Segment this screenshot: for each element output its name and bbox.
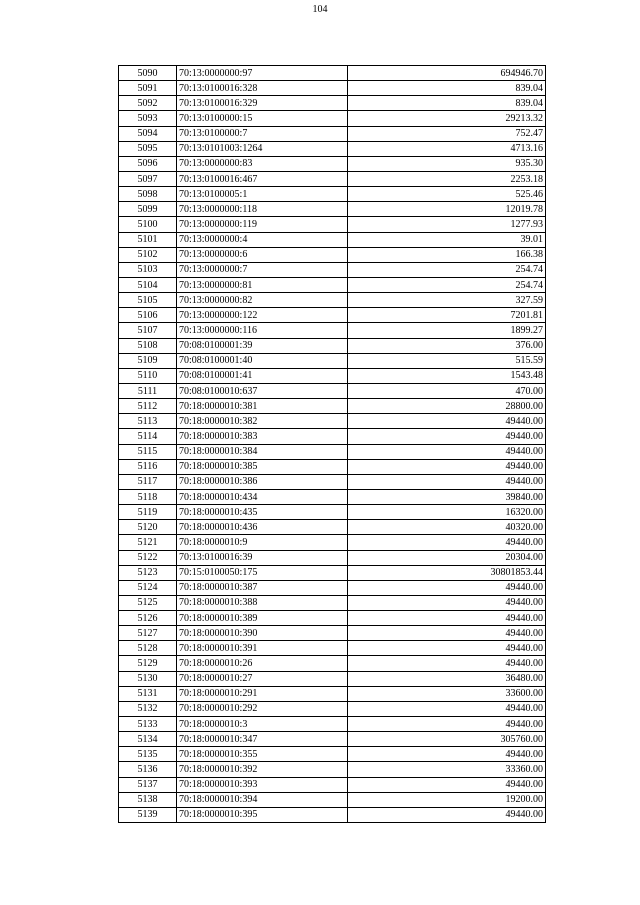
value-cell: 839.04 (348, 81, 546, 96)
row-number-cell: 5139 (119, 807, 177, 822)
value-cell: 49440.00 (348, 626, 546, 641)
table-row (119, 656, 546, 671)
row-number-cell: 5121 (119, 535, 177, 550)
value-cell: 7201.81 (348, 308, 546, 323)
table-row (119, 232, 546, 247)
value-cell: 752.47 (348, 126, 546, 141)
row-number-cell: 5131 (119, 686, 177, 701)
table-row (119, 81, 546, 96)
table-row (119, 202, 546, 217)
value-cell: 49440.00 (348, 777, 546, 792)
table-row (119, 611, 546, 626)
value-cell: 49440.00 (348, 641, 546, 656)
cadastral-number-cell: 70:13:0000000:122 (177, 308, 348, 323)
table-row (119, 353, 546, 368)
cadastral-number-cell: 70:18:0000010:385 (177, 459, 348, 474)
cadastral-number-cell: 70:18:0000010:291 (177, 686, 348, 701)
table-row (119, 414, 546, 429)
value-cell: 16320.00 (348, 505, 546, 520)
value-cell: 376.00 (348, 338, 546, 353)
cadastral-number-cell: 70:18:0000010:393 (177, 777, 348, 792)
row-number-cell: 5134 (119, 732, 177, 747)
cadastral-number-cell: 70:18:0000010:381 (177, 399, 348, 414)
table-row (119, 368, 546, 383)
cadastral-number-cell: 70:18:0000010:383 (177, 429, 348, 444)
row-number-cell: 5102 (119, 247, 177, 262)
value-cell: 166.38 (348, 247, 546, 262)
value-cell: 49440.00 (348, 580, 546, 595)
cadastral-number-cell: 70:13:0101003:1264 (177, 141, 348, 156)
row-number-cell: 5103 (119, 262, 177, 277)
cadastral-number-cell: 70:13:0100005:1 (177, 187, 348, 202)
cadastral-number-cell: 70:18:0000010:26 (177, 656, 348, 671)
table-row (119, 141, 546, 156)
row-number-cell: 5109 (119, 353, 177, 368)
table-row (119, 792, 546, 807)
row-number-cell: 5118 (119, 489, 177, 504)
value-cell: 30801853.44 (348, 565, 546, 580)
cadastral-number-cell: 70:13:0100000:15 (177, 111, 348, 126)
cadastral-number-cell: 70:13:0100016:39 (177, 550, 348, 565)
cadastral-number-cell: 70:13:0100016:329 (177, 96, 348, 111)
cadastral-number-cell: 70:08:0100001:41 (177, 368, 348, 383)
row-number-cell: 5126 (119, 611, 177, 626)
value-cell: 694946.70 (348, 66, 546, 81)
table-row (119, 383, 546, 398)
table-row (119, 807, 546, 822)
row-number-cell: 5127 (119, 626, 177, 641)
row-number-cell: 5099 (119, 202, 177, 217)
value-cell: 39840.00 (348, 489, 546, 504)
table-row (119, 293, 546, 308)
value-cell: 28800.00 (348, 399, 546, 414)
row-number-cell: 5108 (119, 338, 177, 353)
cadastral-number-cell: 70:13:0000000:118 (177, 202, 348, 217)
table-row (119, 323, 546, 338)
row-number-cell: 5097 (119, 171, 177, 186)
row-number-cell: 5128 (119, 641, 177, 656)
row-number-cell: 5119 (119, 505, 177, 520)
table-row (119, 66, 546, 81)
cadastral-number-cell: 70:18:0000010:9 (177, 535, 348, 550)
table-body (119, 66, 546, 823)
cadastral-number-cell: 70:18:0000010:434 (177, 489, 348, 504)
cadastral-number-cell: 70:13:0000000:97 (177, 66, 348, 81)
table-row (119, 96, 546, 111)
cadastral-number-cell: 70:13:0100016:328 (177, 81, 348, 96)
value-cell: 49440.00 (348, 595, 546, 610)
table-row (119, 595, 546, 610)
table-row (119, 747, 546, 762)
value-cell: 49440.00 (348, 535, 546, 550)
table-row (119, 671, 546, 686)
row-number-cell: 5111 (119, 383, 177, 398)
table-row (119, 489, 546, 504)
row-number-cell: 5090 (119, 66, 177, 81)
row-number-cell: 5100 (119, 217, 177, 232)
row-number-cell: 5138 (119, 792, 177, 807)
cadastral-number-cell: 70:15:0100050:175 (177, 565, 348, 580)
row-number-cell: 5133 (119, 717, 177, 732)
cadastral-number-cell: 70:18:0000010:395 (177, 807, 348, 822)
cadastral-number-cell: 70:13:0000000:83 (177, 156, 348, 171)
table-row (119, 717, 546, 732)
cadastral-number-cell: 70:18:0000010:387 (177, 580, 348, 595)
table-row (119, 580, 546, 595)
cadastral-number-cell: 70:18:0000010:394 (177, 792, 348, 807)
value-cell: 36480.00 (348, 671, 546, 686)
table-row (119, 701, 546, 716)
value-cell: 935.30 (348, 156, 546, 171)
row-number-cell: 5092 (119, 96, 177, 111)
table-row (119, 156, 546, 171)
value-cell: 49440.00 (348, 414, 546, 429)
row-number-cell: 5107 (119, 323, 177, 338)
table-row (119, 429, 546, 444)
cadastral-number-cell: 70:18:0000010:355 (177, 747, 348, 762)
value-cell: 19200.00 (348, 792, 546, 807)
row-number-cell: 5117 (119, 474, 177, 489)
value-cell: 33360.00 (348, 762, 546, 777)
cadastral-number-cell: 70:13:0100016:467 (177, 171, 348, 186)
value-cell: 839.04 (348, 96, 546, 111)
value-cell: 4713.16 (348, 141, 546, 156)
row-number-cell: 5137 (119, 777, 177, 792)
value-cell: 254.74 (348, 262, 546, 277)
value-cell: 49440.00 (348, 807, 546, 822)
table-row (119, 626, 546, 641)
page-number: 104 (312, 4, 328, 15)
table-row (119, 399, 546, 414)
row-number-cell: 5104 (119, 277, 177, 292)
table-row (119, 308, 546, 323)
row-number-cell: 5125 (119, 595, 177, 610)
cadastral-number-cell: 70:18:0000010:389 (177, 611, 348, 626)
cadastral-number-cell: 70:13:0000000:6 (177, 247, 348, 262)
cadastral-number-cell: 70:13:0000000:7 (177, 262, 348, 277)
row-number-cell: 5123 (119, 565, 177, 580)
cadastral-number-cell: 70:18:0000010:27 (177, 671, 348, 686)
value-cell: 49440.00 (348, 611, 546, 626)
row-number-cell: 5115 (119, 444, 177, 459)
row-number-cell: 5135 (119, 747, 177, 762)
row-number-cell: 5132 (119, 701, 177, 716)
cadastral-number-cell: 70:18:0000010:3 (177, 717, 348, 732)
table-row (119, 187, 546, 202)
table-row (119, 505, 546, 520)
cadastral-number-cell: 70:18:0000010:435 (177, 505, 348, 520)
value-cell: 1543.48 (348, 368, 546, 383)
row-number-cell: 5098 (119, 187, 177, 202)
table-row (119, 565, 546, 580)
row-number-cell: 5136 (119, 762, 177, 777)
table-row (119, 520, 546, 535)
value-cell: 49440.00 (348, 747, 546, 762)
table-row (119, 732, 546, 747)
value-cell: 49440.00 (348, 429, 546, 444)
row-number-cell: 5096 (119, 156, 177, 171)
value-cell: 49440.00 (348, 717, 546, 732)
cadastral-number-cell: 70:18:0000010:292 (177, 701, 348, 716)
table-row (119, 277, 546, 292)
table-row (119, 762, 546, 777)
value-cell: 470.00 (348, 383, 546, 398)
value-cell: 12019.78 (348, 202, 546, 217)
value-cell: 1899.27 (348, 323, 546, 338)
value-cell: 525.46 (348, 187, 546, 202)
cadastral-number-cell: 70:13:0000000:116 (177, 323, 348, 338)
table-row (119, 550, 546, 565)
cadastral-number-cell: 70:08:0100010:637 (177, 383, 348, 398)
value-cell: 305760.00 (348, 732, 546, 747)
value-cell: 49440.00 (348, 701, 546, 716)
table-row (119, 338, 546, 353)
cadastral-number-cell: 70:13:0100000:7 (177, 126, 348, 141)
table-row (119, 444, 546, 459)
cadastral-number-cell: 70:18:0000010:390 (177, 626, 348, 641)
row-number-cell: 5105 (119, 293, 177, 308)
cadastral-value-table (118, 65, 546, 823)
row-number-cell: 5091 (119, 81, 177, 96)
table-row (119, 777, 546, 792)
value-cell: 1277.93 (348, 217, 546, 232)
row-number-cell: 5110 (119, 368, 177, 383)
cadastral-number-cell: 70:18:0000010:436 (177, 520, 348, 535)
row-number-cell: 5114 (119, 429, 177, 444)
table-row (119, 535, 546, 550)
row-number-cell: 5094 (119, 126, 177, 141)
table-row (119, 474, 546, 489)
cadastral-number-cell: 70:18:0000010:384 (177, 444, 348, 459)
table-row (119, 459, 546, 474)
value-cell: 254.74 (348, 277, 546, 292)
value-cell: 49440.00 (348, 656, 546, 671)
table-row (119, 641, 546, 656)
table-row (119, 217, 546, 232)
row-number-cell: 5124 (119, 580, 177, 595)
value-cell: 49440.00 (348, 444, 546, 459)
cadastral-number-cell: 70:18:0000010:347 (177, 732, 348, 747)
row-number-cell: 5093 (119, 111, 177, 126)
row-number-cell: 5095 (119, 141, 177, 156)
row-number-cell: 5101 (119, 232, 177, 247)
cadastral-number-cell: 70:08:0100001:40 (177, 353, 348, 368)
table-row (119, 171, 546, 186)
cadastral-number-cell: 70:13:0000000:4 (177, 232, 348, 247)
value-cell: 20304.00 (348, 550, 546, 565)
cadastral-number-cell: 70:13:0000000:119 (177, 217, 348, 232)
row-number-cell: 5122 (119, 550, 177, 565)
table-row (119, 686, 546, 701)
value-cell: 39.01 (348, 232, 546, 247)
cadastral-number-cell: 70:18:0000010:391 (177, 641, 348, 656)
value-cell: 49440.00 (348, 474, 546, 489)
table-row (119, 126, 546, 141)
table-row (119, 247, 546, 262)
cadastral-number-cell: 70:18:0000010:392 (177, 762, 348, 777)
cadastral-number-cell: 70:13:0000000:82 (177, 293, 348, 308)
cadastral-number-cell: 70:08:0100001:39 (177, 338, 348, 353)
value-cell: 33600.00 (348, 686, 546, 701)
value-cell: 327.59 (348, 293, 546, 308)
value-cell: 40320.00 (348, 520, 546, 535)
cadastral-number-cell: 70:18:0000010:386 (177, 474, 348, 489)
row-number-cell: 5129 (119, 656, 177, 671)
row-number-cell: 5113 (119, 414, 177, 429)
row-number-cell: 5120 (119, 520, 177, 535)
value-cell: 49440.00 (348, 459, 546, 474)
value-cell: 2253.18 (348, 171, 546, 186)
table-row (119, 111, 546, 126)
row-number-cell: 5106 (119, 308, 177, 323)
cadastral-number-cell: 70:18:0000010:388 (177, 595, 348, 610)
row-number-cell: 5130 (119, 671, 177, 686)
value-cell: 515.59 (348, 353, 546, 368)
row-number-cell: 5112 (119, 399, 177, 414)
cadastral-number-cell: 70:13:0000000:81 (177, 277, 348, 292)
value-cell: 29213.32 (348, 111, 546, 126)
cadastral-number-cell: 70:18:0000010:382 (177, 414, 348, 429)
table-row (119, 262, 546, 277)
row-number-cell: 5116 (119, 459, 177, 474)
